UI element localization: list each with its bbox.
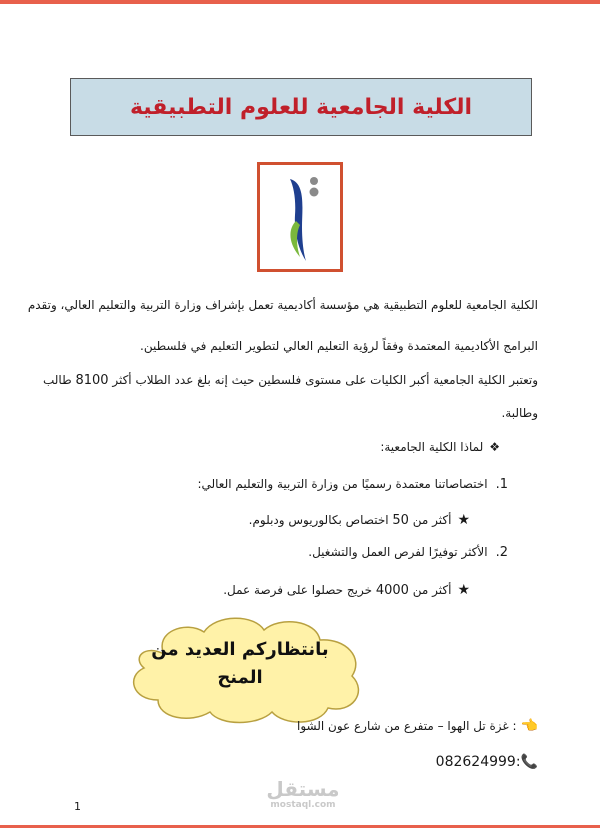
graduate-count: 4000 — [375, 583, 409, 598]
callout-line-1: بانتظاركم العديد من — [151, 639, 329, 660]
star-item-text: أكثر من — [408, 583, 452, 597]
list-item — [197, 477, 508, 492]
diamond-bullet-icon: ❖ — [489, 440, 500, 454]
watermark-arabic: مستقل — [266, 777, 340, 801]
intro-line-3-suffix: طالب — [42, 373, 76, 387]
list-number: 1. — [495, 477, 508, 492]
intro-paragraph-line-3 — [43, 372, 538, 389]
address-text: : غزة تل الهوا – متفرع من شارع عون الشوا — [296, 719, 517, 733]
phone-icon: 📞 — [520, 754, 538, 770]
watermark-latin: mostaql.com — [270, 800, 336, 810]
logo-mark-icon — [260, 165, 340, 269]
scholarships-callout — [150, 636, 330, 692]
star-icon: ★ — [457, 582, 470, 598]
intro-line-3-text: وتعتبر الكلية الجامعية أكبر الكليات على مستوى فلسطين حيث إنه بلغ عدد الطلاب أكثر — [108, 373, 538, 387]
title-banner — [70, 78, 532, 136]
star-item-suffix: اختصاص بكالوريوس ودبلوم. — [248, 513, 393, 527]
list-number: 2. — [495, 545, 508, 560]
student-count: 8100 — [75, 373, 109, 388]
page-number: 1 — [74, 800, 81, 813]
phone-number: 082624999: — [435, 754, 521, 770]
pointing-hand-icon: 👈 — [520, 718, 538, 734]
address-line — [297, 718, 538, 734]
top-accent-bar — [0, 0, 600, 4]
list-item — [308, 545, 508, 560]
star-item-text: أكثر من — [408, 513, 452, 527]
intro-paragraph-line-2: البرامج الأكاديمية المعتمدة وفقاً لرؤية التعليم العالي لتطوير التعليم في فلسطين. — [140, 339, 538, 353]
list-item-text: اختصاصاتنا معتمدة رسميًا من وزارة التربية والتعليم العالي: — [197, 477, 488, 491]
star-item — [223, 582, 470, 598]
callout-line-2: المنح — [217, 667, 263, 688]
program-count: 50 — [392, 513, 409, 528]
star-item — [249, 512, 470, 528]
watermark — [258, 778, 348, 811]
intro-paragraph-line-1: الكلية الجامعية للعلوم التطبيقية هي مؤسسة أكاديمية تعمل بإشراف وزارة التربية والتعليم العالي، وتقدم — [27, 298, 538, 312]
list-item-text: الأكثر توفيرًا لفرص العمل والتشغيل. — [308, 545, 488, 559]
why-heading-text: لماذا الكلية الجامعية: — [380, 440, 484, 454]
phone-line — [436, 754, 538, 770]
intro-paragraph-line-4: وطالبة. — [501, 406, 538, 420]
page-title: الكلية الجامعية للعلوم التطبيقية — [129, 94, 473, 120]
star-item-suffix: خريج حصلوا على فرصة عمل. — [223, 583, 376, 597]
college-logo — [257, 162, 343, 272]
star-icon: ★ — [457, 512, 470, 528]
why-heading — [380, 440, 500, 454]
